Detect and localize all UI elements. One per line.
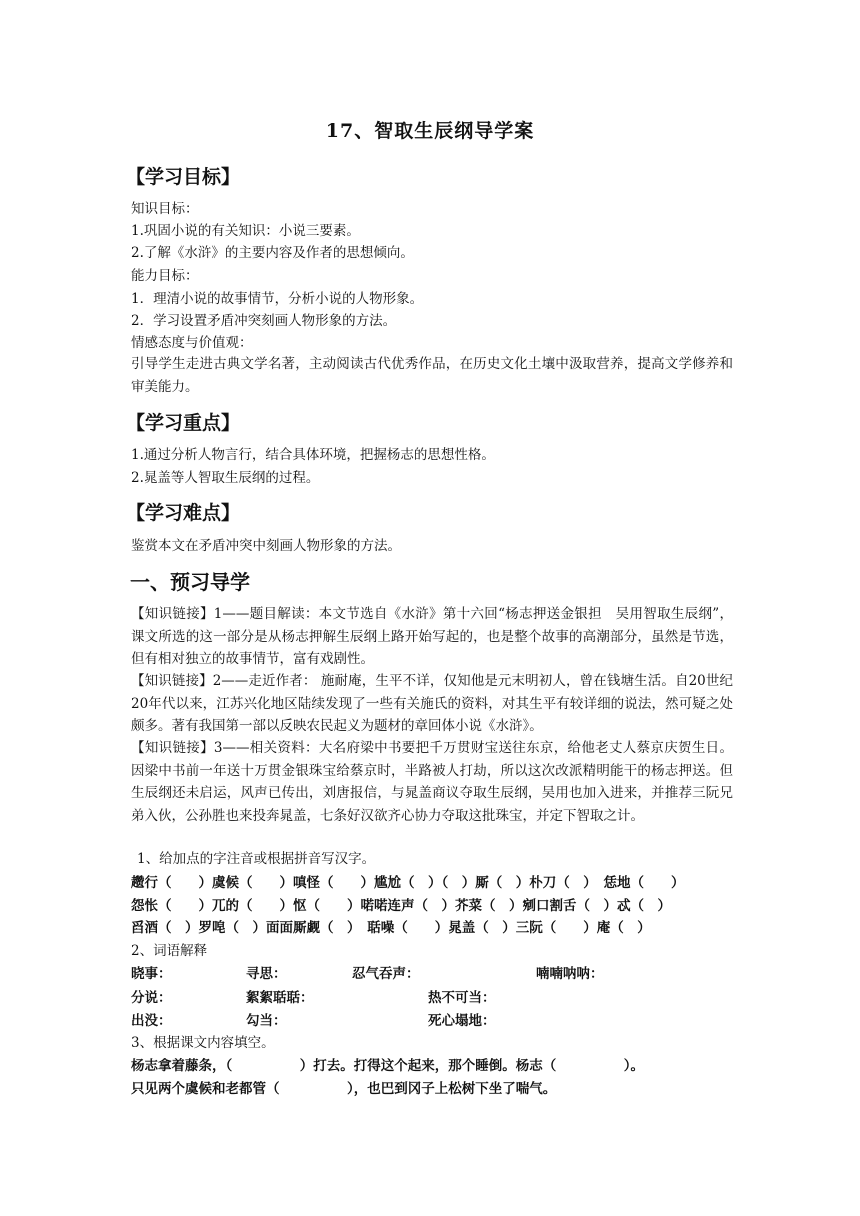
key-points-heading: 【学习重点】 — [126, 412, 241, 434]
objective-line: 能力目标： — [131, 268, 199, 284]
pinyin-row: 舀酒（ ）罗唣（ ）面面厮觑（ ） 聒噪（ ）晁盖（ ）三阮（ ）庵（ ） — [131, 920, 651, 936]
pinyin-row: 趱行（ ）虞候（ ）嗔怪（ ）尴尬（ ）（ ）厮（ ）朴刀（ ） 恁地（ ） — [131, 875, 685, 891]
fill-blank-line: 只见两个虞候和老都管（ ），也巴到冈子上松树下坐了喘气。 — [131, 1081, 557, 1097]
difficult-points-heading: 【学习难点】 — [126, 502, 241, 524]
objective-line: 情感态度与价值观： — [131, 335, 253, 351]
pinyin-row: 怨怅（ ）兀的（ ）怄（ ）喏喏连声（ ）芥菜（ ）剜口割舌（ ）忒（ ） — [131, 898, 671, 914]
term: 晓事： — [131, 966, 172, 982]
objectives-heading: 【学习目标】 — [126, 166, 241, 188]
knowledge-link-2: 【知识链接】2——走近作者： 施耐庵，生平不详，仅知他是元末明初人，曾在钱塘生活。自20世纪20年代以来，江苏兴化地区陆续发现了一些有关施氏的资料，对其生平有较详细的说法，然可疑之处颇多。著有我国第一部以反映农民起义为题材的章回体小说《水浒》。 — [131, 673, 733, 734]
objective-line: 1.巩固小说的有关知识：小说三要素。 — [131, 223, 360, 239]
page-title: 17、智取生辰纲导学案 — [325, 120, 535, 142]
fill-blank-line: 杨志拿着藤条，（ ）打去。打得这个起来，那个睡倒。杨志（ ）。 — [131, 1058, 644, 1074]
term: 絮絮聒聒： — [246, 990, 314, 1006]
term: 勾当： — [246, 1013, 287, 1029]
exercise-1-title: 1、给加点的字注音或根据拼音写汉字。 — [137, 851, 376, 867]
objective-line: 2．学习设置矛盾冲突刻画人物形象的方法。 — [131, 313, 397, 329]
objective-paragraph: 引导学生走进古典文学名著，主动阅读古代优秀作品，在历史文化土壤中汲取营养，提高文学修养和审美能力。 — [131, 356, 733, 395]
objective-line: 1．理清小说的故事情节，分析小说的人物形象。 — [131, 291, 424, 307]
term: 忍气吞声： — [352, 966, 420, 982]
term: 分说： — [131, 990, 172, 1006]
term: 寻思： — [246, 966, 287, 982]
exercise-3-title: 3、根据课文内容填空。 — [131, 1035, 275, 1051]
objective-line: 知识目标： — [131, 201, 199, 217]
term: 喃喃呐呐： — [536, 966, 604, 982]
key-point-line: 1.通过分析人物言行，结合具体环境，把握杨志的思想性格。 — [131, 447, 495, 463]
preview-heading: 一、预习导学 — [130, 570, 250, 594]
term: 死心塌地： — [428, 1013, 496, 1029]
key-point-line: 2.晁盖等人智取生辰纲的过程。 — [131, 470, 320, 486]
knowledge-link-3: 【知识链接】3——相关资料：大名府梁中书要把千万贯财宝送往东京，给他老丈人蔡京庆贺生日。因梁中书前一年送十万贯金银珠宝给蔡京时，半路被人打劫，所以这次改派精明能干的杨志押送。但生辰纲还未启运，风声已传出，刘唐报信，与晁盖商议夺取生辰纲，吴用也加入进来，并推荐三阮兄弟入伙，公孙胜也来投奔晁盖，七条好汉欲齐心协力夺取这批珠宝，并定下智取之计。 — [131, 740, 733, 824]
exercise-2-title: 2、词语解释 — [131, 943, 208, 959]
knowledge-link-1: 【知识链接】1——题目解读：本文节选自《水浒》第十六回“杨志押送金银担 吴用智取生辰纲”，课文所选的这一部分是从杨志押解生辰纲上路开始写起的，也是整个故事的高潮部分，虽然是节选，但有相对独立的故事情节，富有戏剧性。 — [131, 606, 733, 667]
term: 出没： — [131, 1013, 172, 1029]
objective-line: 2.了解《水浒》的主要内容及作者的思想倾向。 — [131, 245, 414, 261]
difficult-point-line: 鉴赏本文在矛盾冲突中刻画人物形象的方法。 — [131, 538, 401, 554]
term: 热不可当： — [428, 990, 496, 1006]
